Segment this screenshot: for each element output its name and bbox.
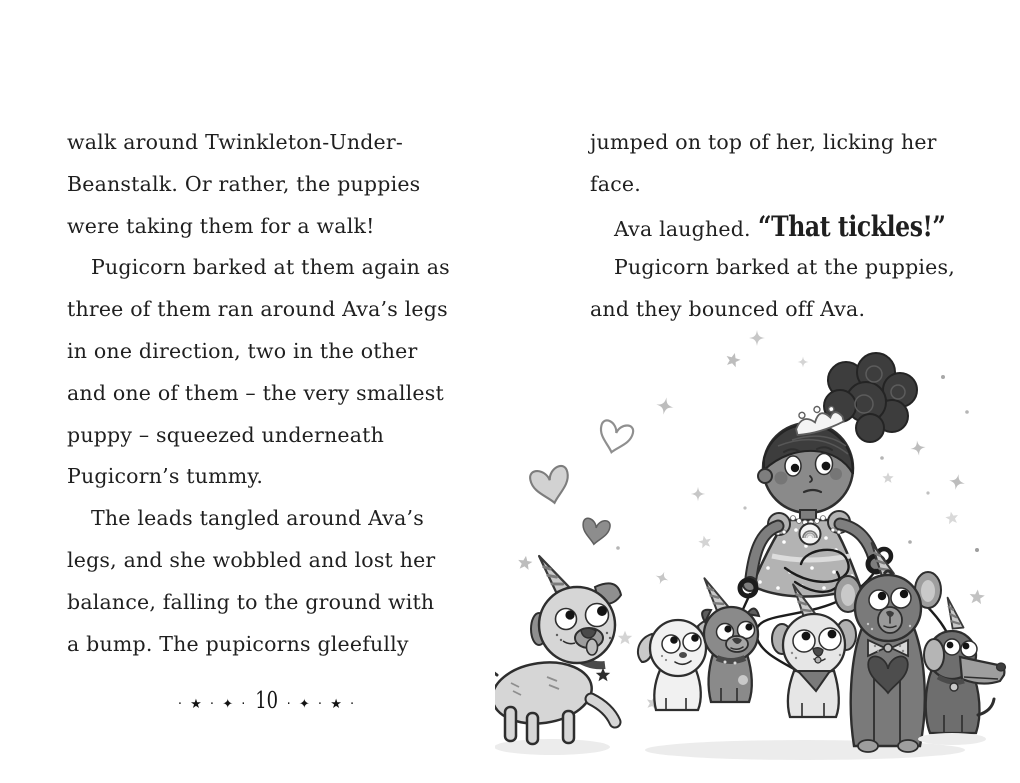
speech-display-text: “That tickles!” [757, 209, 946, 243]
star-decoration-right: · ✦ · ★ · [286, 697, 357, 712]
left-page-text [67, 122, 537, 665]
text-line: Pugicorn barked at the puppies, [614, 255, 955, 280]
text-line: and one of them – the very smallest [67, 380, 444, 405]
text-line: Pugicorn barked at them again as [91, 255, 450, 280]
speech-line [590, 206, 1010, 248]
text-line: puppy – squeezed underneath [67, 422, 384, 447]
speech-prefix: Ava laughed. [614, 216, 758, 241]
text-line: a bump. The pupicorns gleefully [67, 631, 409, 656]
text-line: The leads tangled around Ava’s [91, 506, 424, 531]
text-line: balance, falling to the ground with [67, 589, 435, 614]
right-page-text [590, 122, 1010, 331]
pugicorn-illustration [495, 330, 1020, 783]
star-decoration-left: · ★ · ✦ · [177, 697, 248, 712]
text-line: jumped on top of her, licking her [590, 130, 937, 154]
text-line: in one direction, two in the other [67, 338, 418, 363]
text-line: and they bounced off Ava. [590, 297, 866, 322]
text-line: legs, and she wobbled and lost her [67, 547, 436, 572]
text-line: walk around Twinkleton-Under- [67, 130, 404, 154]
text-line: Beanstalk. Or rather, the puppies [67, 171, 421, 196]
text-line: face. [590, 171, 641, 196]
page-footer [67, 686, 467, 716]
text-line: Pugicorn’s tummy. [67, 464, 264, 489]
puppy-dachshund [918, 598, 1006, 745]
heart-icons [529, 419, 635, 546]
page-number: 10 [255, 688, 279, 714]
text-line: three of them ran around Ava’s legs [67, 297, 448, 322]
text-line: were taking them for a walk! [67, 213, 375, 238]
pugicorn-figure [495, 551, 621, 755]
rainbow-pendant [800, 524, 821, 545]
